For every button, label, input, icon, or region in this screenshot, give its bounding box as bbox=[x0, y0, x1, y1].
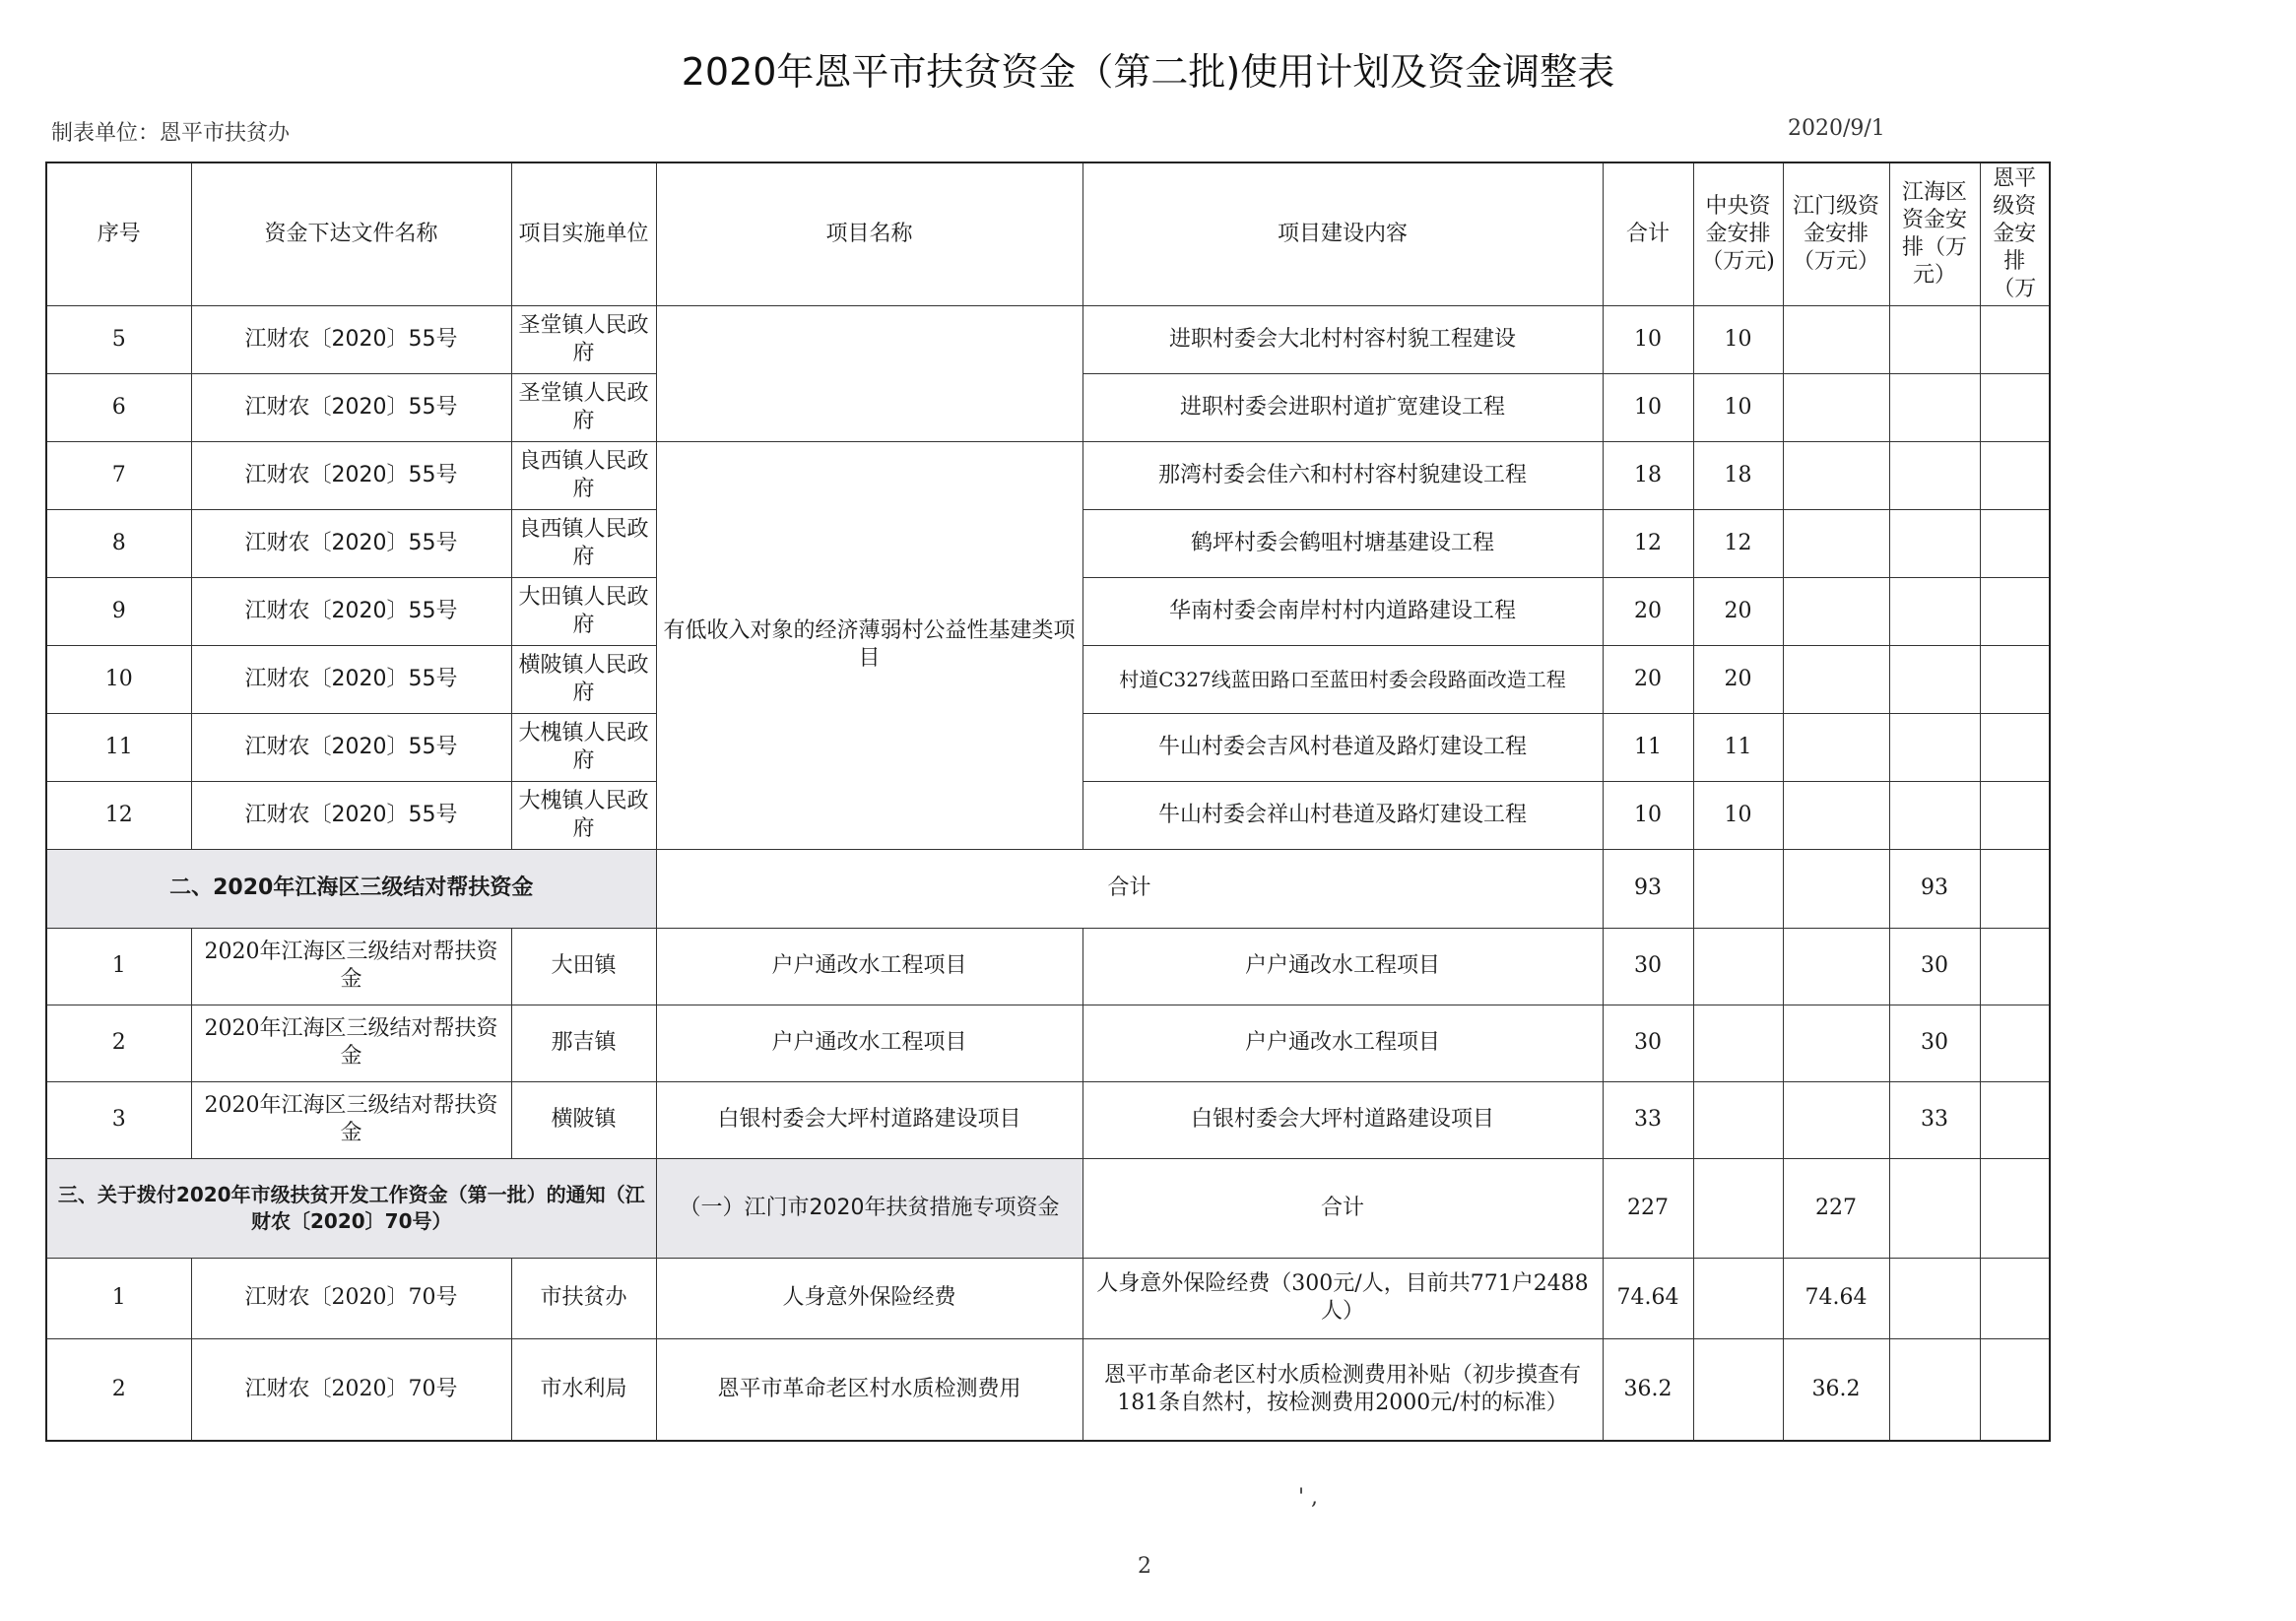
fund-table bbox=[45, 162, 2051, 1442]
row-unit: 那吉镇 bbox=[511, 1005, 656, 1081]
row-doc: 2020年江海区三级结对帮扶资金 bbox=[191, 928, 511, 1005]
row-doc: 江财农〔2020〕55号 bbox=[191, 509, 511, 577]
row-doc: 江财农〔2020〕55号 bbox=[191, 645, 511, 713]
row-jianghai: 30 bbox=[1889, 928, 1980, 1005]
row-doc: 2020年江海区三级结对帮扶资金 bbox=[191, 1005, 511, 1081]
section-title: 二、2020年江海区三级结对帮扶资金 bbox=[46, 849, 656, 928]
row-no: 1 bbox=[46, 1258, 191, 1338]
page-number: 2 bbox=[1138, 1554, 1151, 1579]
row-unit: 横陂镇 bbox=[511, 1081, 656, 1158]
row-name: 白银村委会大坪村道路建设项目 bbox=[656, 1081, 1082, 1158]
header-cell: 合计 bbox=[1603, 162, 1693, 305]
row-unit: 市水利局 bbox=[511, 1338, 656, 1441]
row-jiangmen bbox=[1783, 781, 1889, 849]
section-sum-label: 合计 bbox=[656, 849, 1603, 928]
section-total: 93 bbox=[1603, 849, 1693, 928]
row-enping bbox=[1980, 1081, 2050, 1158]
row-central bbox=[1693, 1338, 1783, 1441]
row-central: 10 bbox=[1693, 781, 1783, 849]
header-cell: 序号 bbox=[46, 162, 191, 305]
row-unit: 大槐镇人民政府 bbox=[511, 781, 656, 849]
row-central bbox=[1693, 1258, 1783, 1338]
header-cell: 江门级资金安排（万元） bbox=[1783, 162, 1889, 305]
section-row bbox=[46, 849, 2050, 928]
row-enping bbox=[1980, 928, 2050, 1005]
row-doc: 江财农〔2020〕55号 bbox=[191, 577, 511, 645]
row-doc: 江财农〔2020〕70号 bbox=[191, 1338, 511, 1441]
row-name: 户户通改水工程项目 bbox=[656, 1005, 1082, 1081]
section-jianghai: 93 bbox=[1889, 849, 1980, 928]
row-central: 11 bbox=[1693, 713, 1783, 781]
row-no: 3 bbox=[46, 1081, 191, 1158]
row-no: 7 bbox=[46, 441, 191, 509]
row-unit: 良西镇人民政府 bbox=[511, 441, 656, 509]
row-total: 10 bbox=[1603, 305, 1693, 373]
table-row bbox=[46, 928, 2050, 1005]
row-central: 20 bbox=[1693, 577, 1783, 645]
row-jianghai bbox=[1889, 713, 1980, 781]
table-row bbox=[46, 441, 2050, 509]
row-unit: 圣堂镇人民政府 bbox=[511, 305, 656, 373]
row-central: 20 bbox=[1693, 645, 1783, 713]
row-unit: 大田镇 bbox=[511, 928, 656, 1005]
row-no: 1 bbox=[46, 928, 191, 1005]
row-unit: 良西镇人民政府 bbox=[511, 509, 656, 577]
row-total: 11 bbox=[1603, 713, 1693, 781]
table-row bbox=[46, 1081, 2050, 1158]
row-enping bbox=[1980, 1258, 2050, 1338]
row-total: 12 bbox=[1603, 509, 1693, 577]
section-central bbox=[1693, 1158, 1783, 1258]
section-enping bbox=[1980, 1158, 2050, 1258]
row-no: 8 bbox=[46, 509, 191, 577]
row-total: 30 bbox=[1603, 928, 1693, 1005]
project-name: 有低收入对象的经济薄弱村公益性基建类项目 bbox=[656, 441, 1082, 849]
row-total: 30 bbox=[1603, 1005, 1693, 1081]
row-total: 74.64 bbox=[1603, 1258, 1693, 1338]
stray-marks: ' , bbox=[1298, 1485, 1319, 1510]
row-jiangmen bbox=[1783, 645, 1889, 713]
row-jianghai bbox=[1889, 1338, 1980, 1441]
header-cell: 恩平级资金安排（万 bbox=[1980, 162, 2050, 305]
row-doc: 江财农〔2020〕55号 bbox=[191, 713, 511, 781]
row-jiangmen: 36.2 bbox=[1783, 1338, 1889, 1441]
section-title: 三、关于拨付2020年市级扶贫开发工作资金（第一批）的通知（江财农〔2020〕70号） bbox=[46, 1158, 656, 1258]
row-jiangmen bbox=[1783, 577, 1889, 645]
row-unit: 横陂镇人民政府 bbox=[511, 645, 656, 713]
table-row bbox=[46, 305, 2050, 373]
row-jianghai bbox=[1889, 645, 1980, 713]
row-jiangmen bbox=[1783, 509, 1889, 577]
row-no: 2 bbox=[46, 1005, 191, 1081]
row-jianghai bbox=[1889, 305, 1980, 373]
row-content: 村道C327线蓝田路口至蓝田村委会段路面改造工程 bbox=[1082, 645, 1603, 713]
row-content: 鹤坪村委会鹤咀村塘基建设工程 bbox=[1082, 509, 1603, 577]
row-enping bbox=[1980, 509, 2050, 577]
table-row bbox=[46, 1258, 2050, 1338]
row-unit: 大田镇人民政府 bbox=[511, 577, 656, 645]
row-unit: 市扶贫办 bbox=[511, 1258, 656, 1338]
row-name: 户户通改水工程项目 bbox=[656, 928, 1082, 1005]
section-total: 227 bbox=[1603, 1158, 1693, 1258]
row-jiangmen bbox=[1783, 1081, 1889, 1158]
row-enping bbox=[1980, 441, 2050, 509]
row-enping bbox=[1980, 713, 2050, 781]
row-enping bbox=[1980, 781, 2050, 849]
page-title: 2020年恩平市扶贫资金（第二批)使用计划及资金调整表 bbox=[681, 50, 1615, 94]
row-central: 10 bbox=[1693, 373, 1783, 441]
row-no: 2 bbox=[46, 1338, 191, 1441]
row-jianghai bbox=[1889, 1258, 1980, 1338]
row-enping bbox=[1980, 577, 2050, 645]
row-total: 36.2 bbox=[1603, 1338, 1693, 1441]
row-content: 进职村委会进职村道扩宽建设工程 bbox=[1082, 373, 1603, 441]
header-cell: 中央资金安排（万元) bbox=[1693, 162, 1783, 305]
row-total: 20 bbox=[1603, 645, 1693, 713]
section-central bbox=[1693, 849, 1783, 928]
row-jiangmen bbox=[1783, 305, 1889, 373]
row-jiangmen bbox=[1783, 713, 1889, 781]
section-jiangmen bbox=[1783, 849, 1889, 928]
row-content: 华南村委会南岸村村内道路建设工程 bbox=[1082, 577, 1603, 645]
row-total: 18 bbox=[1603, 441, 1693, 509]
header-cell: 江海区资金安排（万元） bbox=[1889, 162, 1980, 305]
row-jianghai: 33 bbox=[1889, 1081, 1980, 1158]
row-jianghai bbox=[1889, 441, 1980, 509]
row-enping bbox=[1980, 373, 2050, 441]
table-row bbox=[46, 1005, 2050, 1081]
row-jianghai bbox=[1889, 373, 1980, 441]
row-doc: 江财农〔2020〕55号 bbox=[191, 373, 511, 441]
header-cell: 项目建设内容 bbox=[1082, 162, 1603, 305]
row-no: 5 bbox=[46, 305, 191, 373]
row-unit: 大槐镇人民政府 bbox=[511, 713, 656, 781]
section-subtitle: （一）江门市2020年扶贫措施专项资金 bbox=[656, 1158, 1082, 1258]
row-enping bbox=[1980, 305, 2050, 373]
row-total: 33 bbox=[1603, 1081, 1693, 1158]
project-name-blank bbox=[656, 305, 1082, 441]
row-central: 10 bbox=[1693, 305, 1783, 373]
row-no: 10 bbox=[46, 645, 191, 713]
row-doc: 2020年江海区三级结对帮扶资金 bbox=[191, 1081, 511, 1158]
row-no: 11 bbox=[46, 713, 191, 781]
row-name: 人身意外保险经费 bbox=[656, 1258, 1082, 1338]
section-enping bbox=[1980, 849, 2050, 928]
issue-date: 2020/9/1 bbox=[1788, 116, 1885, 141]
row-total: 20 bbox=[1603, 577, 1693, 645]
row-doc: 江财农〔2020〕55号 bbox=[191, 305, 511, 373]
row-enping bbox=[1980, 1005, 2050, 1081]
row-central bbox=[1693, 1005, 1783, 1081]
row-no: 12 bbox=[46, 781, 191, 849]
row-total: 10 bbox=[1603, 373, 1693, 441]
row-jiangmen bbox=[1783, 1005, 1889, 1081]
header-cell: 项目名称 bbox=[656, 162, 1082, 305]
row-total: 10 bbox=[1603, 781, 1693, 849]
row-content: 人身意外保险经费（300元/人，目前共771户2488人） bbox=[1082, 1258, 1603, 1338]
section-row bbox=[46, 1158, 2050, 1258]
row-jianghai bbox=[1889, 577, 1980, 645]
row-doc: 江财农〔2020〕55号 bbox=[191, 781, 511, 849]
row-central: 18 bbox=[1693, 441, 1783, 509]
row-jiangmen: 74.64 bbox=[1783, 1258, 1889, 1338]
header-cell: 项目实施单位 bbox=[511, 162, 656, 305]
row-doc: 江财农〔2020〕70号 bbox=[191, 1258, 511, 1338]
row-central bbox=[1693, 1081, 1783, 1158]
row-no: 9 bbox=[46, 577, 191, 645]
row-enping bbox=[1980, 645, 2050, 713]
section-jiangmen: 227 bbox=[1783, 1158, 1889, 1258]
row-content: 那湾村委会佳六和村村容村貌建设工程 bbox=[1082, 441, 1603, 509]
row-content: 白银村委会大坪村道路建设项目 bbox=[1082, 1081, 1603, 1158]
row-jianghai bbox=[1889, 509, 1980, 577]
header-cell: 资金下达文件名称 bbox=[191, 162, 511, 305]
row-content: 牛山村委会祥山村巷道及路灯建设工程 bbox=[1082, 781, 1603, 849]
row-central: 12 bbox=[1693, 509, 1783, 577]
issuing-unit: 制表单位：恩平市扶贫办 bbox=[51, 121, 291, 146]
section-jianghai bbox=[1889, 1158, 1980, 1258]
table-row bbox=[46, 1338, 2050, 1441]
row-enping bbox=[1980, 1338, 2050, 1441]
row-name: 恩平市革命老区村水质检测费用 bbox=[656, 1338, 1082, 1441]
row-jiangmen bbox=[1783, 928, 1889, 1005]
row-content: 户户通改水工程项目 bbox=[1082, 1005, 1603, 1081]
row-doc: 江财农〔2020〕55号 bbox=[191, 441, 511, 509]
row-jiangmen bbox=[1783, 441, 1889, 509]
row-jiangmen bbox=[1783, 373, 1889, 441]
row-content: 牛山村委会吉风村巷道及路灯建设工程 bbox=[1082, 713, 1603, 781]
row-content: 户户通改水工程项目 bbox=[1082, 928, 1603, 1005]
row-jianghai bbox=[1889, 781, 1980, 849]
header-row bbox=[46, 162, 2050, 305]
row-content: 恩平市革命老区村水质检测费用补贴（初步摸查有181条自然村，按检测费用2000元/村的标准） bbox=[1082, 1338, 1603, 1441]
row-central bbox=[1693, 928, 1783, 1005]
section-sum-label: 合计 bbox=[1082, 1158, 1603, 1258]
row-content: 进职村委会大北村村容村貌工程建设 bbox=[1082, 305, 1603, 373]
row-no: 6 bbox=[46, 373, 191, 441]
row-unit: 圣堂镇人民政府 bbox=[511, 373, 656, 441]
row-jianghai: 30 bbox=[1889, 1005, 1980, 1081]
